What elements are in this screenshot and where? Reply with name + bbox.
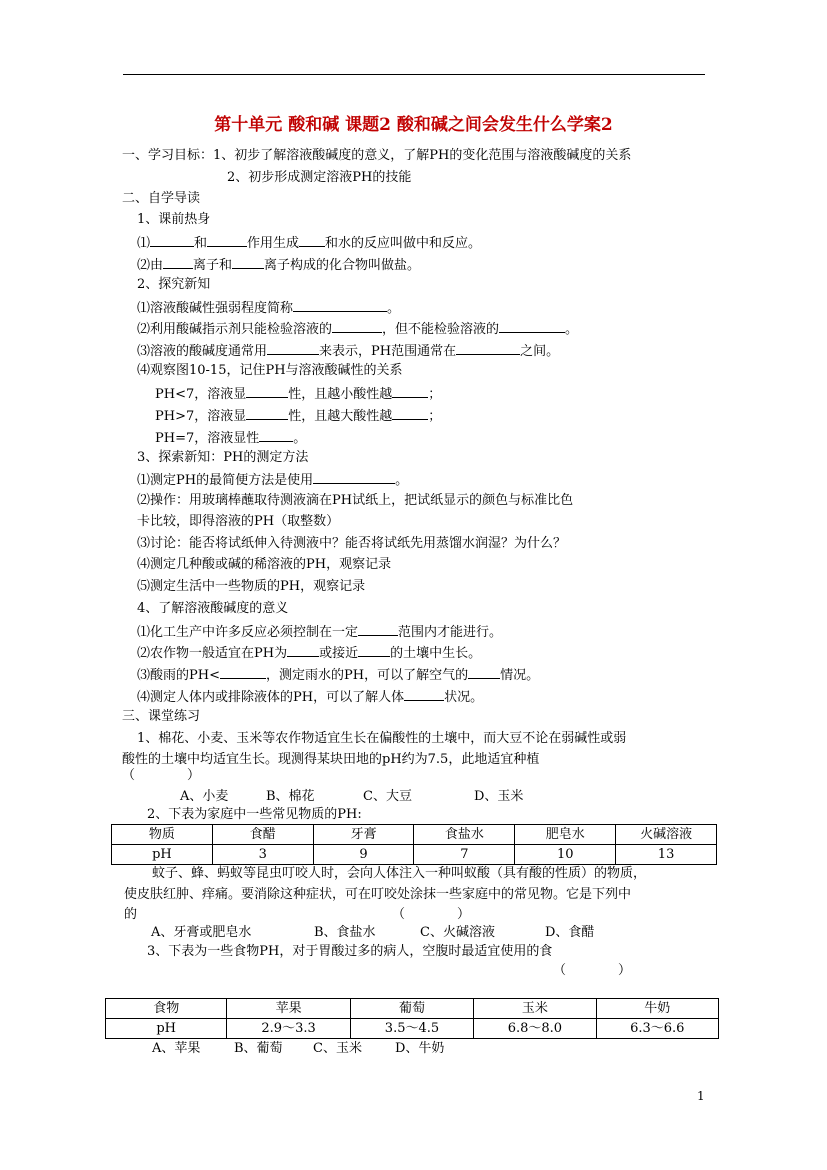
table-cell: 玉米 bbox=[474, 999, 596, 1019]
table-header-row bbox=[112, 825, 717, 845]
blank bbox=[163, 255, 193, 269]
ex1-text1: 1、棉花、小麦、玉米等农作物适宜生长在偏酸性的土壤中，而大豆不论在弱碱性或弱 bbox=[137, 731, 627, 746]
table-cell: 13 bbox=[616, 845, 717, 865]
household-ph-table bbox=[111, 824, 717, 865]
blank bbox=[332, 319, 382, 333]
blank bbox=[468, 665, 500, 679]
ex1-answer-paren: （ ） bbox=[122, 768, 201, 783]
ex1-option-d: D、玉米 bbox=[474, 789, 524, 804]
table-cell: 苹果 bbox=[227, 999, 350, 1019]
blank bbox=[404, 687, 444, 701]
table-cell: 9 bbox=[313, 845, 414, 865]
ex3-answer-paren: （ ） bbox=[553, 963, 632, 978]
measure-q2a: ⑵操作：用玻璃棒蘸取待测液滴在PH试纸上，把试纸显示的颜色与标准比色 bbox=[137, 493, 574, 508]
meaning-q4: ⑷测定人体内或排除液体的PH，可以了解人体 状况。 bbox=[137, 687, 483, 707]
blank bbox=[150, 233, 194, 247]
table-cell: 2.9～3.3 bbox=[227, 1019, 350, 1039]
table-cell: 6.3～6.6 bbox=[596, 1019, 718, 1039]
blank bbox=[232, 255, 264, 269]
table-row bbox=[112, 845, 717, 865]
explore-q2: ⑵利用酸碱指示剂只能检验溶液的 ，但不能检验溶液的 。 bbox=[137, 319, 578, 339]
food-ph-table bbox=[105, 998, 719, 1039]
ph-greater-than-7: PH>7，溶液显 性，且越大酸性越 ； bbox=[155, 406, 441, 426]
ex3-option-b: B、葡萄 bbox=[234, 1041, 283, 1056]
warmup-q1: ⑴ 和 作用生成 和水的反应叫做中和反应。 bbox=[137, 233, 481, 253]
ex1-option-b: B、棉花 bbox=[266, 789, 315, 804]
blank bbox=[287, 643, 319, 657]
table-cell: 3.5～4.5 bbox=[350, 1019, 473, 1039]
table-cell: 火碱溶液 bbox=[616, 825, 717, 845]
ex2-option-b: B、食盐水 bbox=[314, 925, 376, 940]
ex2-paragraph1: 蚊子、蜂、蚂蚁等昆虫叮咬人时，会向人体注入一种叫蚁酸（具有酸的性质）的物质， bbox=[152, 866, 647, 881]
ex3-option-d: D、牛奶 bbox=[395, 1041, 445, 1056]
meaning-q3: ⑶酸雨的PH< ，测定雨水的PH，可以了解空气的 情况。 bbox=[137, 665, 539, 685]
ex2-option-d: D、食醋 bbox=[545, 925, 595, 940]
ex2-option-c: C、火碱溶液 bbox=[420, 925, 495, 940]
table-cell: 7 bbox=[414, 845, 515, 865]
measure-heading: 3、探索新知：PH的测定方法 bbox=[137, 450, 309, 465]
explore-q1: ⑴溶液酸碱性强弱程度简称 。 bbox=[137, 298, 400, 318]
table-cell: 6.8～8.0 bbox=[474, 1019, 596, 1039]
blank bbox=[220, 665, 266, 679]
blank bbox=[207, 233, 247, 247]
ex3-text: 3、下表为一些食物PH，对于胃酸过多的病人，空腹时最适宜使用的食 bbox=[147, 944, 553, 959]
table-cell: 牙膏 bbox=[313, 825, 414, 845]
table-header-row bbox=[106, 999, 719, 1019]
blank bbox=[293, 298, 387, 312]
ex2-paragraph3: 的 bbox=[124, 907, 138, 922]
explore-heading: 2、探究新知 bbox=[137, 277, 211, 292]
ex1-option-a: A、小麦 bbox=[180, 789, 229, 804]
blank bbox=[456, 341, 520, 355]
ph-equal-7: PH=7，溶液显性 。 bbox=[155, 428, 306, 448]
ex2-text: 2、下表为家庭中一些常见物质的PH: bbox=[147, 807, 362, 822]
explore-q4: ⑷观察图10-15，记住PH与溶液酸碱性的关系 bbox=[137, 363, 403, 378]
table-cell: 肥皂水 bbox=[515, 825, 616, 845]
measure-q3: ⑶讨论：能否将试纸伸入待测液中？能否将试纸先用蒸馏水润湿？为什么？ bbox=[137, 536, 567, 551]
meaning-q2: ⑵农作物一般适宜在PH为 或接近 的土壤中生长。 bbox=[137, 643, 481, 663]
blank bbox=[358, 643, 390, 657]
ex3-option-c: C、玉米 bbox=[313, 1041, 362, 1056]
section1-goal2: 2、初步形成测定溶液PH的技能 bbox=[227, 170, 412, 185]
blank bbox=[392, 406, 428, 420]
measure-q2b: 卡比较，即得溶液的PH（取整数） bbox=[137, 514, 340, 529]
table-cell: 食盐水 bbox=[414, 825, 515, 845]
table-row bbox=[106, 1019, 719, 1039]
section3-heading: 三、课堂练习 bbox=[122, 709, 201, 724]
ex2-option-a: A、牙膏或肥皂水 bbox=[151, 925, 252, 940]
table-cell: 牛奶 bbox=[596, 999, 718, 1019]
blank bbox=[358, 622, 398, 636]
page-number: 1 bbox=[697, 1089, 705, 1103]
table-cell: 物质 bbox=[112, 825, 213, 845]
blank bbox=[259, 428, 293, 442]
measure-q5: ⑸测定生活中一些物质的PH，观察记录 bbox=[137, 579, 366, 594]
blank bbox=[392, 384, 428, 398]
ex1-text2: 酸性的土壤中均适宜生长。现测得某块田地的pH约为7.5，此地适宜种植 bbox=[122, 752, 540, 767]
explore-q3: ⑶溶液的酸碱度通常用 来表示，PH范围通常在 之间。 bbox=[137, 341, 559, 361]
table-cell: 食物 bbox=[106, 999, 227, 1019]
ex3-option-a: A、苹果 bbox=[152, 1041, 201, 1056]
ex2-answer-paren: （ ） bbox=[392, 907, 471, 922]
blank bbox=[267, 341, 319, 355]
header-rule bbox=[123, 74, 705, 75]
warmup-q2: ⑵由 离子和 离子构成的化合物叫做盐。 bbox=[137, 255, 420, 275]
measure-q1: ⑴测定PH的最简便方法是使用 。 bbox=[137, 470, 408, 490]
blank bbox=[499, 319, 565, 333]
blank bbox=[313, 470, 395, 484]
table-cell: pH bbox=[112, 845, 213, 865]
blank bbox=[246, 406, 288, 420]
section2-heading: 二、自学导读 bbox=[122, 191, 201, 206]
meaning-heading: 4、了解溶液酸碱度的意义 bbox=[137, 601, 289, 616]
table-cell: 葡萄 bbox=[350, 999, 473, 1019]
table-cell: pH bbox=[106, 1019, 227, 1039]
ph-less-than-7: PH<7，溶液显 性，且越小酸性越 ； bbox=[155, 384, 441, 404]
warmup-heading: 1、课前热身 bbox=[137, 212, 211, 227]
blank bbox=[246, 384, 288, 398]
page-title: 第十单元 酸和碱 课题2 酸和碱之间会发生什么学案2 bbox=[214, 115, 613, 135]
table-cell: 10 bbox=[515, 845, 616, 865]
section1-heading: 一、学习目标：1、初步了解溶液酸碱度的意义，了解PH的变化范围与溶液酸碱度的关系 bbox=[122, 148, 632, 163]
ex2-paragraph2: 使皮肤红肿、痒痛。要消除这种症状，可在叮咬处涂抹一些家庭中的常见物。它是下列中 bbox=[124, 887, 632, 902]
blank bbox=[299, 233, 325, 247]
meaning-q1: ⑴化工生产中许多反应必须控制在一定 范围内才能进行。 bbox=[137, 622, 502, 642]
table-cell: 食醋 bbox=[212, 825, 313, 845]
table-cell: 3 bbox=[212, 845, 313, 865]
measure-q4: ⑷测定几种酸或碱的稀溶液的PH，观察记录 bbox=[137, 557, 392, 572]
ex1-option-c: C、大豆 bbox=[363, 789, 412, 804]
